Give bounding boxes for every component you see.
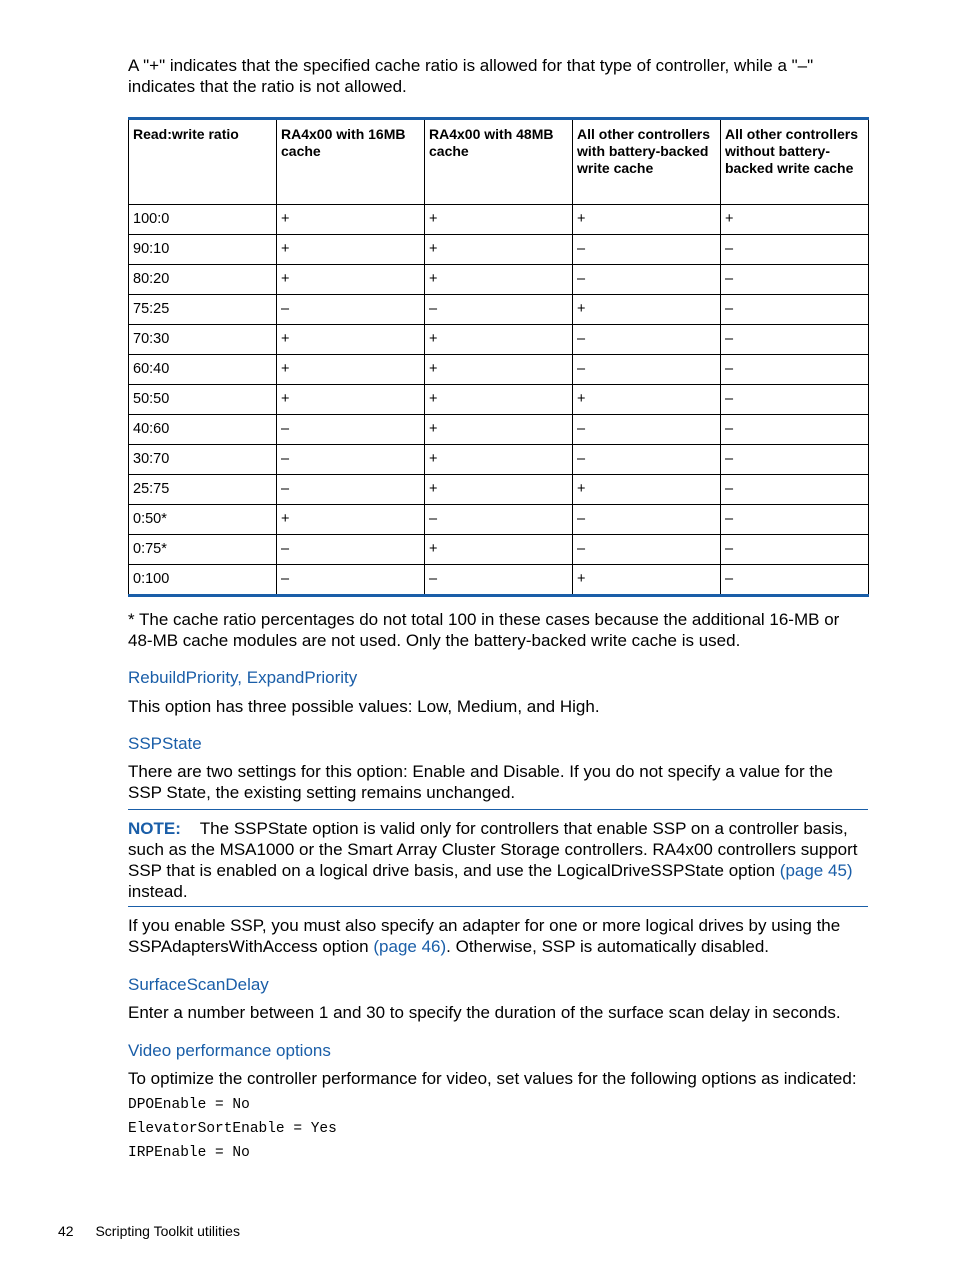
allowed-cell: + xyxy=(425,325,573,355)
table-row xyxy=(129,415,869,445)
allowed-cell: – xyxy=(425,565,573,596)
ssp-adapters-tail: . Otherwise, SSP is automatically disabled. xyxy=(446,937,769,956)
page-46-link[interactable]: (page 46) xyxy=(373,937,447,956)
allowed-cell: – xyxy=(573,265,721,295)
sspstate-paragraph: There are two settings for this option: Enable and Disable. If you do not specify a value for the SSP State, the existing setting remains unchanged. xyxy=(128,762,833,802)
ratio-cell: 90:10 xyxy=(129,235,277,265)
surface-paragraph: Enter a number between 1 and 30 to specify the duration of the surface scan delay in seconds. xyxy=(128,1003,841,1022)
allowed-cell: – xyxy=(573,505,721,535)
allowed-cell: + xyxy=(425,475,573,505)
code-line: ElevatorSortEnable = Yes xyxy=(128,1121,337,1137)
allowed-cell: + xyxy=(573,295,721,325)
allowed-cell: – xyxy=(721,385,869,415)
allowed-cell: + xyxy=(573,565,721,596)
table-row xyxy=(129,295,869,325)
allowed-cell: – xyxy=(721,295,869,325)
allowed-cell: – xyxy=(721,535,869,565)
allowed-cell: – xyxy=(721,415,869,445)
allowed-cell: + xyxy=(425,445,573,475)
ratio-cell: 80:20 xyxy=(129,265,277,295)
ssp-adapters-text: If you enable SSP, you must also specify an adapter for one or more logical drives by using the SSPAdaptersWithAccess option xyxy=(128,916,841,956)
allowed-cell: + xyxy=(425,415,573,445)
table-row xyxy=(129,235,869,265)
allowed-cell: – xyxy=(721,235,869,265)
note-top-rule xyxy=(128,809,868,810)
allowed-cell: – xyxy=(425,505,573,535)
ratio-cell: 70:30 xyxy=(129,325,277,355)
allowed-cell: + xyxy=(277,355,425,385)
table-row xyxy=(129,475,869,505)
allowed-cell: + xyxy=(425,235,573,265)
table-row xyxy=(129,445,869,475)
allowed-cell: – xyxy=(573,445,721,475)
col-header: All other controllers with battery-backed write cache xyxy=(573,119,721,205)
ratio-cell: 60:40 xyxy=(129,355,277,385)
allowed-cell: + xyxy=(721,205,869,235)
allowed-cell: – xyxy=(277,295,425,325)
allowed-cell: + xyxy=(573,475,721,505)
table-row xyxy=(129,355,869,385)
table-row xyxy=(129,205,869,235)
allowed-cell: – xyxy=(573,355,721,385)
code-block xyxy=(128,1093,337,1165)
page-45-link[interactable]: (page 45) xyxy=(779,861,853,880)
allowed-cell: – xyxy=(721,265,869,295)
ratio-cell: 100:0 xyxy=(129,205,277,235)
ratio-cell: 50:50 xyxy=(129,385,277,415)
allowed-cell: – xyxy=(721,475,869,505)
table-row xyxy=(129,265,869,295)
allowed-cell: – xyxy=(277,535,425,565)
allowed-cell: + xyxy=(573,205,721,235)
section-heading-rebuild: RebuildPriority, ExpandPriority xyxy=(128,668,358,687)
allowed-cell: + xyxy=(425,385,573,415)
allowed-cell: – xyxy=(277,415,425,445)
allowed-cell: + xyxy=(277,265,425,295)
note-label: NOTE: xyxy=(128,819,181,838)
allowed-cell: + xyxy=(425,355,573,385)
code-line: IRPEnable = No xyxy=(128,1145,250,1161)
allowed-cell: – xyxy=(721,505,869,535)
ratio-cell: 0:100 xyxy=(129,565,277,596)
allowed-cell: – xyxy=(721,445,869,475)
allowed-cell: – xyxy=(573,535,721,565)
allowed-cell: – xyxy=(277,475,425,505)
page-footer xyxy=(58,1223,240,1239)
ratio-cell: 40:60 xyxy=(129,415,277,445)
section-heading-surfacescandelay: SurfaceScanDelay xyxy=(128,975,269,994)
section-heading-sspstate: SSPState xyxy=(128,734,202,753)
allowed-cell: + xyxy=(425,535,573,565)
table-row xyxy=(129,385,869,415)
allowed-cell: – xyxy=(573,325,721,355)
allowed-cell: + xyxy=(277,205,425,235)
ratio-cell: 25:75 xyxy=(129,475,277,505)
allowed-cell: – xyxy=(277,445,425,475)
allowed-cell: + xyxy=(425,205,573,235)
intro-paragraph: A "+" indicates that the specified cache ratio is allowed for that type of controller, while a "–" indicates that the ratio is not allowed. xyxy=(128,56,814,96)
rebuild-paragraph: This option has three possible values: Low, Medium, and High. xyxy=(128,697,600,716)
ratio-cell: 30:70 xyxy=(129,445,277,475)
col-header: Read:write ratio xyxy=(129,119,277,205)
table-footnote: * The cache ratio percentages do not total 100 in these cases because the additional 16-MB or 48-MB cache modules are not used. Only the battery-backed write cache is used. xyxy=(128,610,840,650)
footer-section-title: Scripting Toolkit utilities xyxy=(95,1223,240,1239)
ratio-cell: 75:25 xyxy=(129,295,277,325)
cache-ratio-table xyxy=(128,117,869,597)
col-header: All other controllers without battery-backed write cache xyxy=(721,119,869,205)
allowed-cell: – xyxy=(425,295,573,325)
allowed-cell: – xyxy=(573,235,721,265)
allowed-cell: + xyxy=(277,235,425,265)
allowed-cell: – xyxy=(721,355,869,385)
allowed-cell: + xyxy=(277,505,425,535)
table-row xyxy=(129,535,869,565)
table-row xyxy=(129,565,869,596)
note-tail: instead. xyxy=(128,882,188,901)
ssp-adapters-paragraph xyxy=(128,915,868,957)
page-number: 42 xyxy=(58,1223,74,1239)
allowed-cell: + xyxy=(277,385,425,415)
section-heading-video: Video performance options xyxy=(128,1041,331,1060)
note-text: The SSPState option is valid only for controllers that enable SSP on a controller basis, such as the MSA1000 or the Smart Array Cluster Storage controllers. RA4x00 controllers support SSP that is enabled on a logical drive basis, and use the LogicalDriveSSPState option xyxy=(128,819,858,880)
allowed-cell: – xyxy=(277,565,425,596)
allowed-cell: – xyxy=(573,415,721,445)
code-line: DPOEnable = No xyxy=(128,1097,250,1113)
allowed-cell: – xyxy=(721,325,869,355)
note-box xyxy=(128,818,868,902)
col-header: RA4x00 with 16MB cache xyxy=(277,119,425,205)
note-bottom-rule xyxy=(128,906,868,907)
table-row xyxy=(129,505,869,535)
allowed-cell: + xyxy=(277,325,425,355)
allowed-cell: + xyxy=(573,385,721,415)
allowed-cell: – xyxy=(721,565,869,596)
table-row xyxy=(129,325,869,355)
table-header-row xyxy=(129,119,869,205)
allowed-cell: + xyxy=(425,265,573,295)
ratio-cell: 0:50* xyxy=(129,505,277,535)
col-header: RA4x00 with 48MB cache xyxy=(425,119,573,205)
video-paragraph: To optimize the controller performance for video, set values for the following options as indicated: xyxy=(128,1069,857,1088)
ratio-cell: 0:75* xyxy=(129,535,277,565)
